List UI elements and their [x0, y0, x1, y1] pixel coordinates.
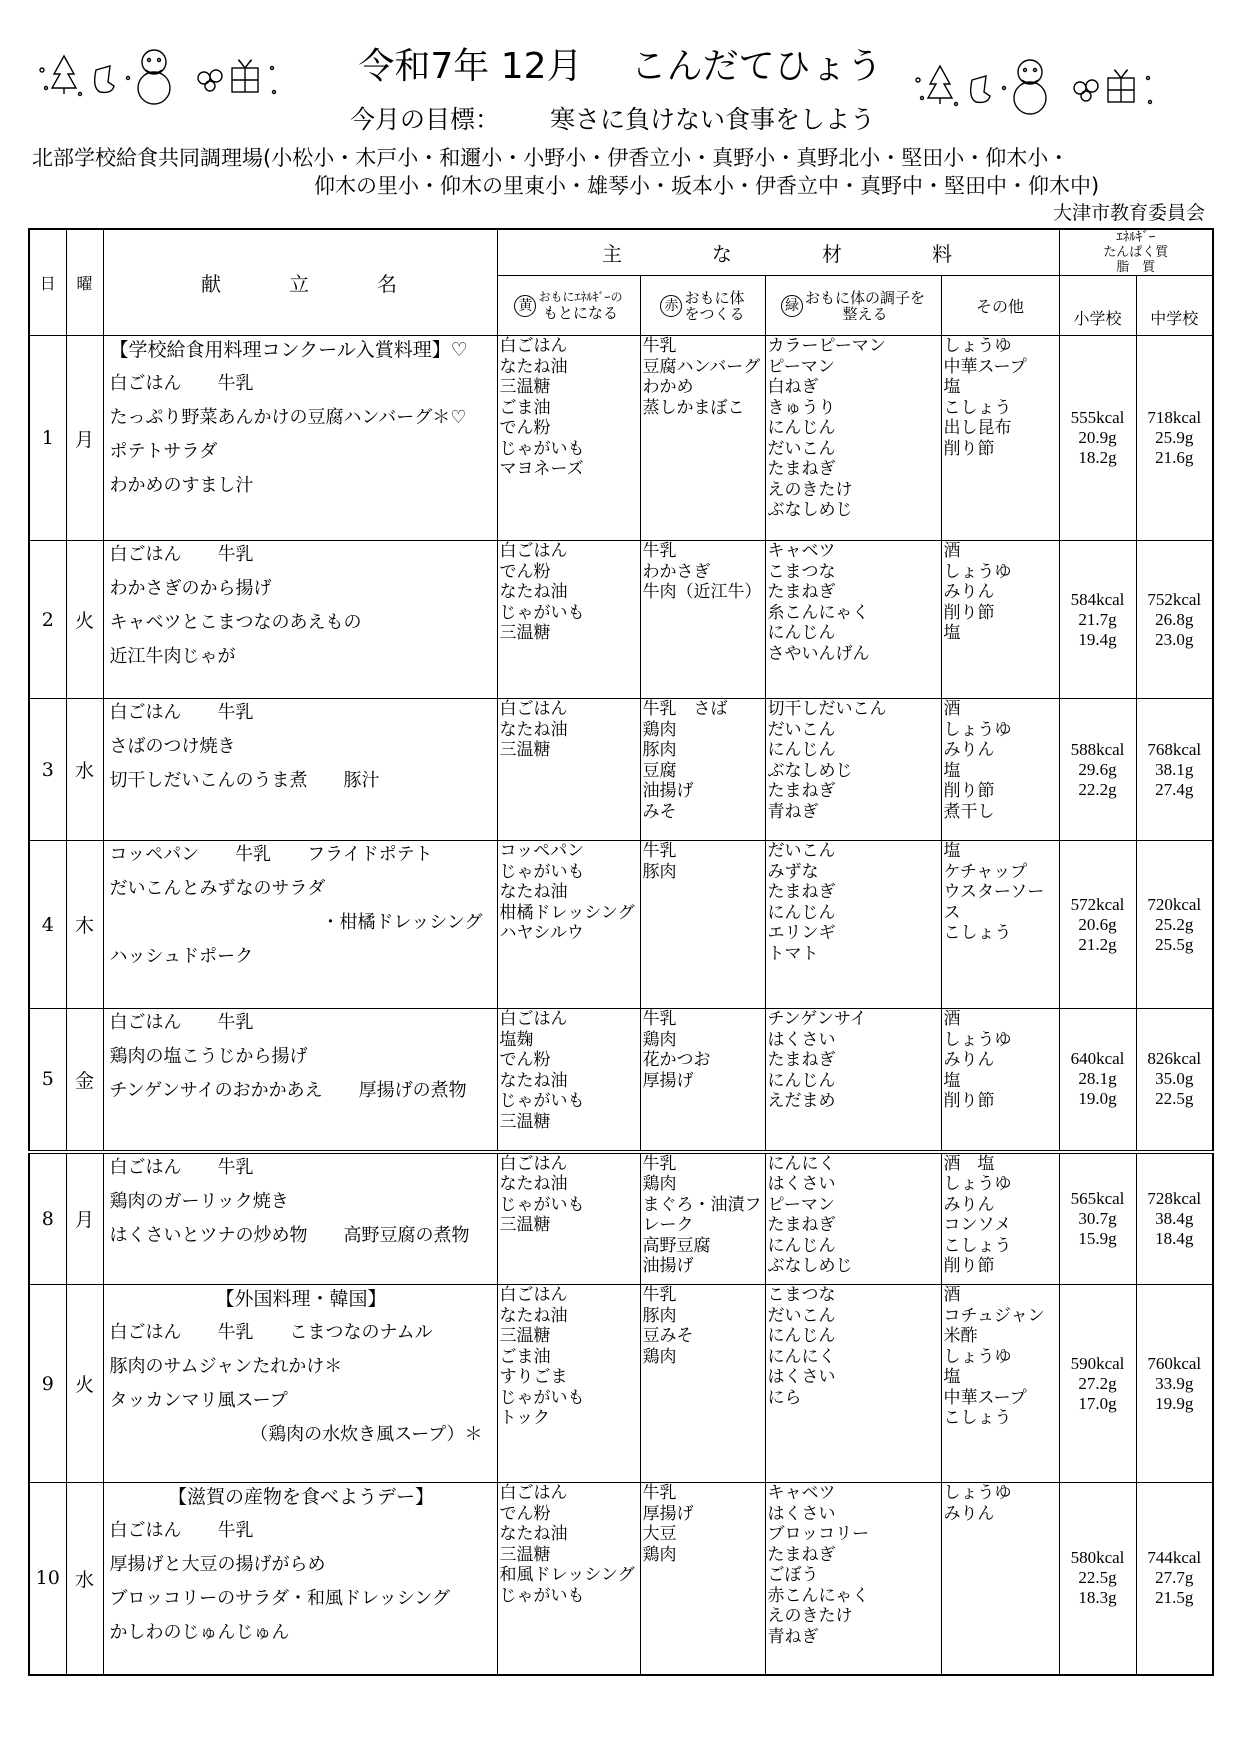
- protein-value: 20.6g: [1078, 914, 1117, 934]
- menu-item: はくさいとツナの炒め物 高野豆腐の煮物: [109, 1224, 470, 1246]
- ingredients-red: 牛乳 豚肉: [640, 841, 765, 1009]
- nutrition-elementary: [1059, 336, 1136, 541]
- day-number: 5: [29, 1009, 66, 1152]
- ingredients-green: だいこん みずな たまねぎ にんじん エリンギ トマト: [765, 841, 941, 1009]
- menu-items: [103, 699, 497, 841]
- nutrition-elementary: [1059, 1152, 1136, 1285]
- ingredients-red: 牛乳 鶏肉 まぐろ・油漬フレーク 高野豆腐 油揚げ: [640, 1152, 765, 1285]
- yellow-l1: おもにｴﾈﾙｷﾞｰの: [538, 290, 623, 304]
- menu-item: ・柑橘ドレッシング: [321, 912, 483, 933]
- menu-items: [103, 541, 497, 699]
- menu-item: 【滋賀の産物を食べようデー】: [167, 1486, 434, 1508]
- menu-item: ブロッコリーのサラダ・和風ドレッシング: [109, 1588, 450, 1609]
- header-ingredients: 主 な 材 料: [497, 229, 1059, 276]
- energy-value: 744kcal: [1147, 1548, 1202, 1568]
- energy-value: 768kcal: [1147, 739, 1202, 759]
- ingredients-yellow: 白ごはん 塩麹 でん粉 なたね油 じゃがいも 三温糖: [497, 1009, 640, 1152]
- red-l2: をつくる: [684, 304, 745, 323]
- ingredients-yellow: コッペパン じゃがいも なたね油 柑橘ドレッシング ハヤシルウ: [497, 841, 640, 1009]
- ingredients-red: 牛乳 鶏肉 花かつお 厚揚げ: [640, 1009, 765, 1152]
- ingredients-other: 酒 しょうゆ みりん 塩 削り節 煮干し: [941, 699, 1059, 841]
- monthly-goal: [350, 100, 875, 136]
- nutrition-elementary: [1059, 699, 1136, 841]
- header-other: その他: [941, 276, 1059, 336]
- fat-value: 23.0g: [1155, 629, 1194, 649]
- ingredients-red: 牛乳 豚肉 豆みそ 鶏肉: [640, 1285, 765, 1483]
- ingredients-green: にんにく はくさい ピーマン たまねぎ にんじん ぶなしめじ: [765, 1152, 941, 1285]
- protein-value: 26.8g: [1155, 609, 1194, 629]
- header-day: 日: [29, 229, 66, 336]
- ingredients-yellow: 白ごはん でん粉 なたね油 じゃがいも 三温糖: [497, 541, 640, 699]
- day-number: 10: [29, 1483, 66, 1675]
- green-mark: 緑: [781, 295, 803, 317]
- day-number: 9: [29, 1285, 66, 1483]
- menu-item: キャベツとこまつなのあえもの: [109, 612, 362, 633]
- fat-value: 22.2g: [1078, 779, 1117, 799]
- christmas-decoration-right: [912, 58, 1162, 120]
- header-red: [640, 276, 765, 336]
- ingredients-red: 牛乳 厚揚げ 大豆 鶏肉: [640, 1483, 765, 1675]
- fat-value: 21.5g: [1155, 1588, 1194, 1608]
- ingredients-other: 酒 塩 しょうゆ みりん コンソメ こしょう 削り節: [941, 1152, 1059, 1285]
- header-yellow: [497, 276, 640, 336]
- protein-value: 33.9g: [1155, 1373, 1194, 1393]
- menu-item: 白ごはん 牛乳: [109, 1156, 254, 1178]
- red-mark: 赤: [660, 295, 682, 317]
- menu-item: 白ごはん 牛乳 こまつなのナムル: [109, 1322, 433, 1343]
- ingredients-yellow: 白ごはん なたね油 三温糖 ごま油 でん粉 じゃがいも マヨネーズ: [497, 336, 640, 541]
- header-junior: 中学校: [1136, 276, 1213, 336]
- goal-text: 寒さに負けない食事をしよう: [550, 105, 876, 134]
- fat-value: 15.9g: [1078, 1228, 1117, 1248]
- fat-value: 21.6g: [1155, 448, 1194, 467]
- yellow-mark: 黄: [514, 295, 536, 317]
- energy-value: 555kcal: [1070, 408, 1125, 427]
- fat-value: 27.4g: [1155, 779, 1194, 799]
- green-l1: おもに体の調子を: [804, 288, 925, 307]
- ingredients-green: チンゲンサイ はくさい たまねぎ にんじん えだまめ: [765, 1009, 941, 1152]
- board-name: 大津市教育委員会: [1052, 202, 1205, 224]
- goal-label: 今月の目標：: [350, 105, 501, 134]
- weekday: 水: [66, 699, 103, 841]
- nutrition-junior: [1136, 841, 1213, 1009]
- ingredients-other: 酒 しょうゆ みりん 削り節 塩: [941, 541, 1059, 699]
- energy-label: ｴﾈﾙｷﾞｰ: [1116, 230, 1156, 245]
- menu-items: [103, 1009, 497, 1152]
- menu-item: 切干しだいこんのうま煮 豚汁: [109, 770, 380, 791]
- menu-item: 近江牛肉じゃが: [109, 646, 236, 667]
- ingredients-red: 牛乳 さば 鶏肉 豚肉 豆腐 油揚げ みそ: [640, 699, 765, 841]
- day-number: 2: [29, 541, 66, 699]
- menu-item: 白ごはん 牛乳: [109, 544, 254, 565]
- energy-value: 826kcal: [1147, 1049, 1202, 1069]
- protein-value: 35.0g: [1155, 1069, 1194, 1089]
- fat-value: 18.2g: [1078, 448, 1117, 467]
- menu-item: 白ごはん 牛乳: [109, 373, 254, 394]
- day-number: 4: [29, 841, 66, 1009]
- protein-value: 22.5g: [1078, 1568, 1117, 1588]
- menu-item: たっぷり野菜あんかけの豆腐ハンバーグ＊♡: [109, 407, 467, 428]
- energy-value: 752kcal: [1147, 589, 1202, 609]
- nutrition-junior: [1136, 336, 1213, 541]
- menu-item: 白ごはん 牛乳: [109, 1012, 254, 1033]
- energy-value: 718kcal: [1147, 408, 1202, 427]
- menu-item: 【学校給食用料理コンクール入賞料理】♡: [109, 339, 468, 361]
- kitchen-info: [32, 144, 1099, 200]
- weekday: 月: [66, 1152, 103, 1285]
- day-row: [29, 1152, 1213, 1285]
- fat-value: 25.5g: [1155, 934, 1194, 954]
- menu-item: ポテトサラダ: [109, 441, 218, 462]
- yellow-l2: もとになる: [542, 304, 618, 322]
- energy-value: 720kcal: [1147, 894, 1202, 914]
- menu-items: [103, 1483, 497, 1675]
- protein-value: 20.9g: [1078, 428, 1117, 447]
- nutrition-elementary: [1059, 541, 1136, 699]
- ingredients-other: 酒 コチュジャン 米酢 しょうゆ 塩 中華スープ こしょう: [941, 1285, 1059, 1483]
- title-sub: こんだてひょう: [630, 46, 883, 87]
- menu-item: わかさぎのから揚げ: [109, 578, 272, 599]
- nutrition-junior: [1136, 1009, 1213, 1152]
- nutrition-junior: [1136, 1285, 1213, 1483]
- weekday: 水: [66, 1483, 103, 1675]
- header-menu: 献 立 名: [103, 229, 497, 336]
- nutrition-elementary: [1059, 1483, 1136, 1675]
- nutrition-junior: [1136, 1483, 1213, 1675]
- day-row: [29, 1285, 1213, 1483]
- ingredients-yellow: 白ごはん なたね油 じゃがいも 三温糖: [497, 1152, 640, 1285]
- ingredients-other: しょうゆ 中華スープ 塩 こしょう 出し昆布 削り節: [941, 336, 1059, 541]
- energy-value: 760kcal: [1147, 1353, 1202, 1373]
- weekday: 木: [66, 841, 103, 1009]
- protein-value: 38.1g: [1155, 759, 1194, 779]
- menu-item: （鶏肉の水炊き風スープ）＊: [250, 1424, 483, 1445]
- fat-label: 脂 質: [1116, 260, 1156, 275]
- menu-item: コッペパン 牛乳 フライドポテト: [109, 844, 433, 865]
- menu-item: チンゲンサイのおかかあえ 厚揚げの煮物: [109, 1080, 467, 1101]
- nutrition-junior: [1136, 699, 1213, 841]
- protein-value: 21.7g: [1078, 609, 1117, 629]
- protein-value: 27.7g: [1155, 1568, 1194, 1588]
- ingredients-yellow: 白ごはん でん粉 なたね油 三温糖 和風ドレッシング じゃがいも: [497, 1483, 640, 1675]
- header-energy: [1059, 229, 1213, 276]
- nutrition-elementary: [1059, 1285, 1136, 1483]
- menu-item: わかめのすまし汁: [109, 475, 254, 496]
- fat-value: 19.0g: [1078, 1089, 1117, 1109]
- ingredients-other: 酒 しょうゆ みりん 塩 削り節: [941, 1009, 1059, 1152]
- day-row: [29, 841, 1213, 1009]
- green-l2: 整える: [842, 304, 888, 323]
- energy-value: 728kcal: [1147, 1188, 1202, 1208]
- menu-item: ハッシュドポーク: [109, 946, 254, 967]
- menu-items: [103, 336, 497, 541]
- menu-item: 白ごはん 牛乳: [109, 1520, 254, 1541]
- header-weekday: 曜: [66, 229, 103, 336]
- nutrition-junior: [1136, 1152, 1213, 1285]
- protein-value: 38.4g: [1155, 1208, 1194, 1228]
- fat-value: 22.5g: [1155, 1089, 1194, 1109]
- menu-item: だいこんとみずなのサラダ: [109, 878, 326, 899]
- title-main: 令和7年 12月: [358, 46, 583, 87]
- energy-value: 590kcal: [1070, 1353, 1125, 1373]
- protein-value: 28.1g: [1078, 1069, 1117, 1089]
- day-row: [29, 1483, 1213, 1675]
- protein-value: 30.7g: [1078, 1208, 1117, 1228]
- day-row: [29, 336, 1213, 541]
- menu-item: 【外国料理・韓国】: [215, 1288, 387, 1310]
- ingredients-green: キャベツ はくさい ブロッコリー たまねぎ ごぼう 赤こんにゃく えのきたけ 青ねぎ: [765, 1483, 941, 1675]
- menu-item: 厚揚げと大豆の揚げがらめ: [109, 1554, 326, 1575]
- fat-value: 17.0g: [1078, 1393, 1117, 1413]
- nutrition-elementary: [1059, 841, 1136, 1009]
- ingredients-yellow: 白ごはん なたね油 三温糖 ごま油 すりごま じゃがいも トック: [497, 1285, 640, 1483]
- ingredients-green: キャベツ こまつな たまねぎ 糸こんにゃく にんじん さやいんげん: [765, 541, 941, 699]
- day-row: [29, 1009, 1213, 1152]
- protein-value: 25.2g: [1155, 914, 1194, 934]
- fat-value: 19.9g: [1155, 1393, 1194, 1413]
- fat-value: 21.2g: [1078, 934, 1117, 954]
- fat-value: 19.4g: [1078, 629, 1117, 649]
- menu-item: タッカンマリ風スープ: [109, 1390, 288, 1411]
- menu-items: [103, 1285, 497, 1483]
- ingredients-red: 牛乳 わかさぎ 牛肉（近江牛）: [640, 541, 765, 699]
- weekday: 火: [66, 541, 103, 699]
- ingredients-red: 牛乳 豆腐ハンバーグ わかめ 蒸しかまぼこ: [640, 336, 765, 541]
- day-row: [29, 541, 1213, 699]
- menu-item: 鶏肉のガーリック焼き: [109, 1190, 289, 1212]
- day-number: 8: [29, 1152, 66, 1285]
- menu-items: [103, 1152, 497, 1285]
- nutrition-elementary: [1059, 1009, 1136, 1152]
- header-elementary: 小学校: [1059, 276, 1136, 336]
- weekday: 月: [66, 336, 103, 541]
- weekday: 金: [66, 1009, 103, 1152]
- energy-value: 565kcal: [1070, 1188, 1125, 1208]
- protein-value: 27.2g: [1078, 1373, 1117, 1393]
- fat-value: 18.4g: [1155, 1228, 1194, 1248]
- red-l1: おもに体: [684, 288, 745, 307]
- menu-items: [103, 841, 497, 1009]
- energy-value: 572kcal: [1070, 894, 1125, 914]
- menu-item: かしわのじゅんじゅん: [109, 1622, 290, 1643]
- energy-value: 640kcal: [1070, 1049, 1125, 1069]
- menu-item: 豚肉のサムジャンたれかけ＊: [109, 1356, 343, 1377]
- day-row: [29, 699, 1213, 841]
- menu-item: 鶏肉の塩こうじから揚げ: [109, 1046, 308, 1067]
- nutrition-junior: [1136, 541, 1213, 699]
- protein-value: 29.6g: [1078, 759, 1117, 779]
- menu-item: さばのつけ焼き: [109, 736, 236, 757]
- ingredients-green: 切干しだいこん だいこん にんじん ぶなしめじ たまねぎ 青ねぎ: [765, 699, 941, 841]
- ingredients-yellow: 白ごはん なたね油 三温糖: [497, 699, 640, 841]
- day-number: 1: [29, 336, 66, 541]
- ingredients-green: こまつな だいこん にんじん にんにく はくさい にら: [765, 1285, 941, 1483]
- menu-item: 白ごはん 牛乳: [109, 702, 254, 723]
- ingredients-other: しょうゆ みりん: [941, 1483, 1059, 1675]
- fat-value: 18.3g: [1078, 1588, 1117, 1608]
- weekday: 火: [66, 1285, 103, 1483]
- menu-table: [28, 228, 1214, 1676]
- ingredients-other: 塩 ケチャップ ウスターソース こしょう: [941, 841, 1059, 1009]
- kitchen-line-1: 北部学校給食共同調理場(小松小・木戸小・和邇小・小野小・伊香立小・真野小・真野北小・堅田小・仰木小・: [32, 146, 1070, 170]
- protein-value: 25.9g: [1155, 428, 1194, 447]
- energy-value: 580kcal: [1070, 1548, 1125, 1568]
- header-green: [765, 276, 941, 336]
- day-number: 3: [29, 699, 66, 841]
- energy-value: 588kcal: [1070, 739, 1125, 759]
- energy-value: 584kcal: [1070, 589, 1125, 609]
- ingredients-green: カラーピーマン ピーマン 白ねぎ きゅうり にんじん だいこん たまねぎ えのきたけ ぶなしめじ: [765, 336, 941, 541]
- protein-label: たんぱく質: [1103, 245, 1169, 260]
- kitchen-line-2: 仰木の里小・仰木の里東小・雄琴小・坂本小・伊香立中・真野中・堅田中・仰木中): [314, 174, 1100, 198]
